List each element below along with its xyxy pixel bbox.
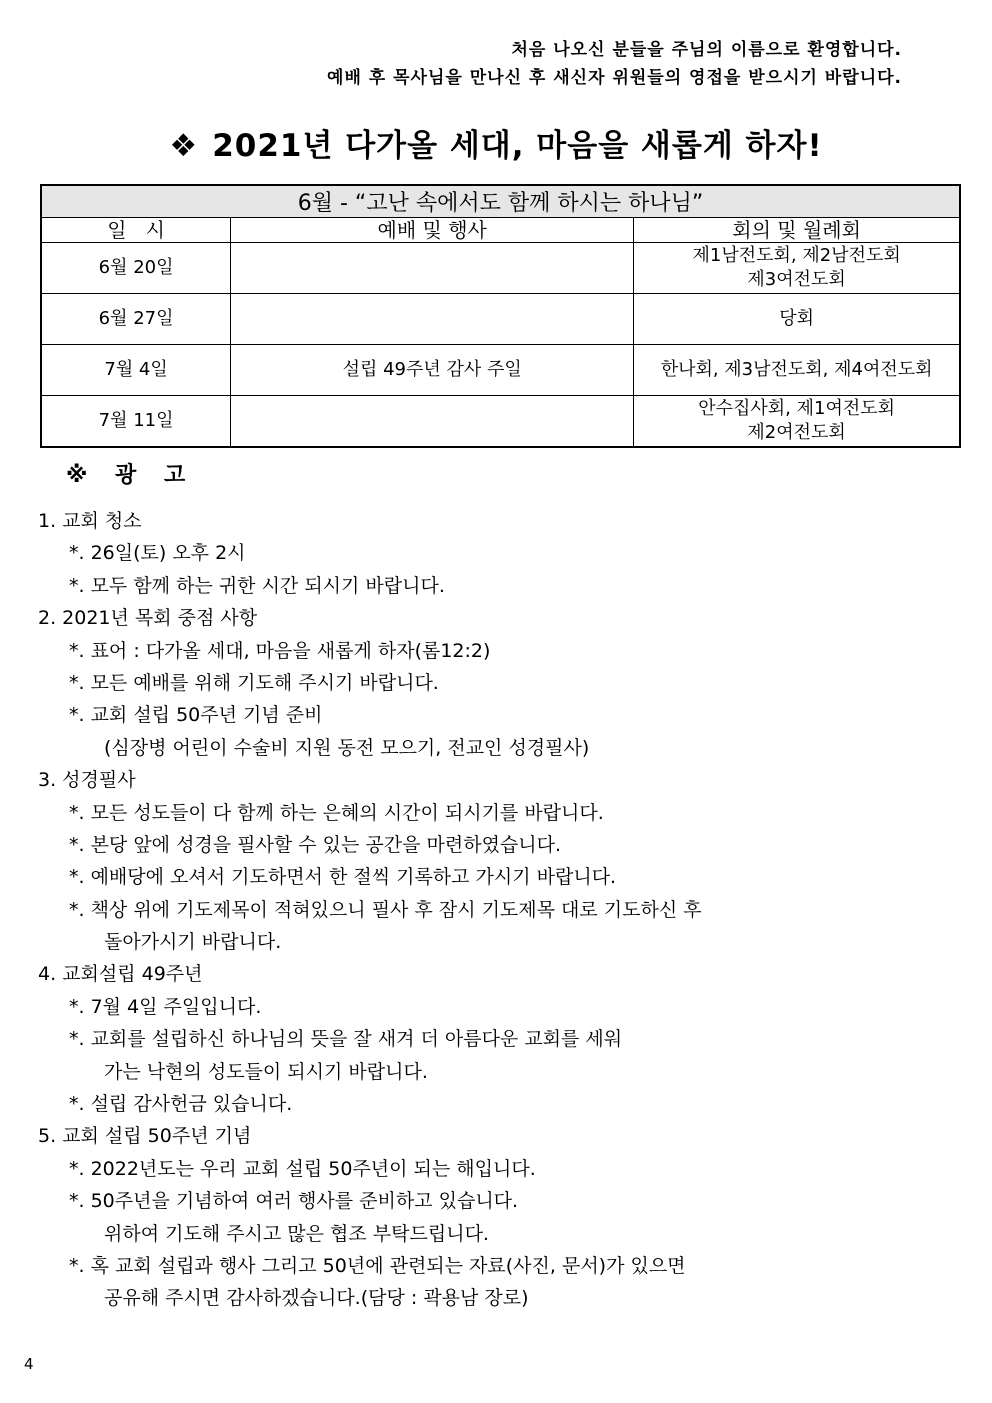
meeting-line: 제3여전도회 bbox=[747, 269, 846, 290]
announcement-line: *. 모두 함께 하는 귀한 시간 되시기 바랍니다. bbox=[69, 574, 445, 597]
column-header-meeting: 회의 및 월례회 bbox=[634, 218, 960, 243]
page-number: 4 bbox=[24, 1355, 34, 1373]
schedule-table bbox=[40, 184, 961, 448]
schedule-date: 7월 11일 bbox=[41, 396, 231, 448]
welcome-line-2: 예배 후 목사님을 만나신 후 새신자 위원들의 영접을 받으시기 바랍니다. bbox=[327, 68, 902, 88]
motto-text: 2021년 다가올 세대, 마음을 새롭게 하자! bbox=[212, 128, 823, 164]
schedule-meeting bbox=[634, 396, 960, 448]
announcement-line: *. 예배당에 오셔서 기도하면서 한 절씩 기록하고 가시기 바랍니다. bbox=[69, 866, 617, 889]
announcement-line: *. 26일(토) 오후 2시 bbox=[69, 542, 246, 565]
announcement-line: *. 2022년도는 우리 교회 설립 50주년이 되는 해입니다. bbox=[69, 1157, 536, 1180]
announcement-line: 가는 낙현의 성도들이 되시기 바랍니다. bbox=[104, 1060, 428, 1083]
schedule-event bbox=[231, 396, 634, 448]
announcements-title: ※ 광 고 bbox=[66, 463, 196, 488]
table-row bbox=[41, 243, 960, 294]
schedule-date: 6월 20일 bbox=[41, 243, 231, 294]
schedule-meeting bbox=[634, 345, 960, 396]
table-row bbox=[41, 396, 960, 448]
schedule-meeting bbox=[634, 243, 960, 294]
welcome-line-1: 처음 나오신 분들을 주님의 이름으로 환영합니다. bbox=[511, 40, 902, 60]
meeting-line: 제1남전도회, 제2남전도회 bbox=[692, 245, 901, 266]
announcement-line: *. 모든 성도들이 다 함께 하는 은혜의 시간이 되시기를 바랍니다. bbox=[69, 801, 604, 824]
announcement-heading: 3. 성경필사 bbox=[38, 769, 136, 792]
announcement-line: *. 혹 교회 설립과 행사 그리고 50년에 관련되는 자료(사진, 문서)가 있으면 bbox=[69, 1254, 686, 1277]
meeting-line: 제2여전도회 bbox=[747, 422, 846, 443]
schedule-event: 설립 49주년 감사 주일 bbox=[231, 345, 634, 396]
announcement-line: *. 교회 설립 50주년 기념 준비 bbox=[69, 704, 323, 727]
welcome-message bbox=[327, 36, 902, 92]
schedule-event bbox=[231, 294, 634, 345]
announcement-line: *. 모든 예배를 위해 기도해 주시기 바랍니다. bbox=[69, 671, 439, 694]
announcement-heading: 2. 2021년 목회 중점 사항 bbox=[38, 607, 258, 630]
month-theme-title: 6월 - “고난 속에서도 함께 하시는 하나님” bbox=[41, 185, 960, 218]
announcement-line: *. 설립 감사헌금 있습니다. bbox=[69, 1093, 293, 1116]
announcement-line: 돌아가시기 바랍니다. bbox=[104, 931, 282, 954]
schedule-meeting bbox=[634, 294, 960, 345]
meeting-line: 안수집사회, 제1여전도회 bbox=[698, 398, 895, 419]
announcement-heading: 4. 교회설립 49주년 bbox=[38, 963, 203, 986]
announcement-line: *. 표어 : 다가올 세대, 마음을 새롭게 하자(롬12:2) bbox=[69, 639, 491, 662]
announcement-line: *. 50주년을 기념하여 여러 행사를 준비하고 있습니다. bbox=[69, 1190, 519, 1213]
schedule-date: 7월 4일 bbox=[41, 345, 231, 396]
diamond-bullet-icon: ❖ bbox=[169, 128, 199, 164]
announcement-line: *. 책상 위에 기도제목이 적혀있으니 필사 후 잠시 기도제목 대로 기도하신 후 bbox=[69, 898, 702, 921]
table-row bbox=[41, 294, 960, 345]
yearly-motto bbox=[0, 120, 992, 165]
meeting-line: 당회 bbox=[779, 308, 814, 329]
table-row bbox=[41, 345, 960, 396]
announcement-line: 공유해 주시면 감사하겠습니다.(담당 : 곽용남 장로) bbox=[104, 1287, 529, 1310]
schedule-event bbox=[231, 243, 634, 294]
announcement-line: 위하여 기도해 주시고 많은 협조 부탁드립니다. bbox=[104, 1222, 489, 1245]
column-header-date: 일 시 bbox=[41, 218, 231, 243]
announcement-heading: 5. 교회 설립 50주년 기념 bbox=[38, 1125, 252, 1148]
announcements-list bbox=[38, 505, 702, 1315]
announcement-line: *. 교회를 설립하신 하나님의 뜻을 잘 새겨 더 아름다운 교회를 세워 bbox=[69, 1028, 623, 1051]
announcement-line: *. 본당 앞에 성경을 필사할 수 있는 공간을 마련하였습니다. bbox=[69, 833, 562, 856]
announcement-line: *. 7월 4일 주일입니다. bbox=[69, 995, 262, 1018]
schedule-date: 6월 27일 bbox=[41, 294, 231, 345]
announcement-heading: 1. 교회 청소 bbox=[38, 510, 142, 532]
column-header-event: 예배 및 행사 bbox=[231, 218, 634, 243]
meeting-line: 한나회, 제3남전도회, 제4여전도회 bbox=[660, 359, 933, 380]
announcement-line: (심장병 어린이 수술비 지원 동전 모으기, 전교인 성경필사) bbox=[104, 736, 590, 759]
